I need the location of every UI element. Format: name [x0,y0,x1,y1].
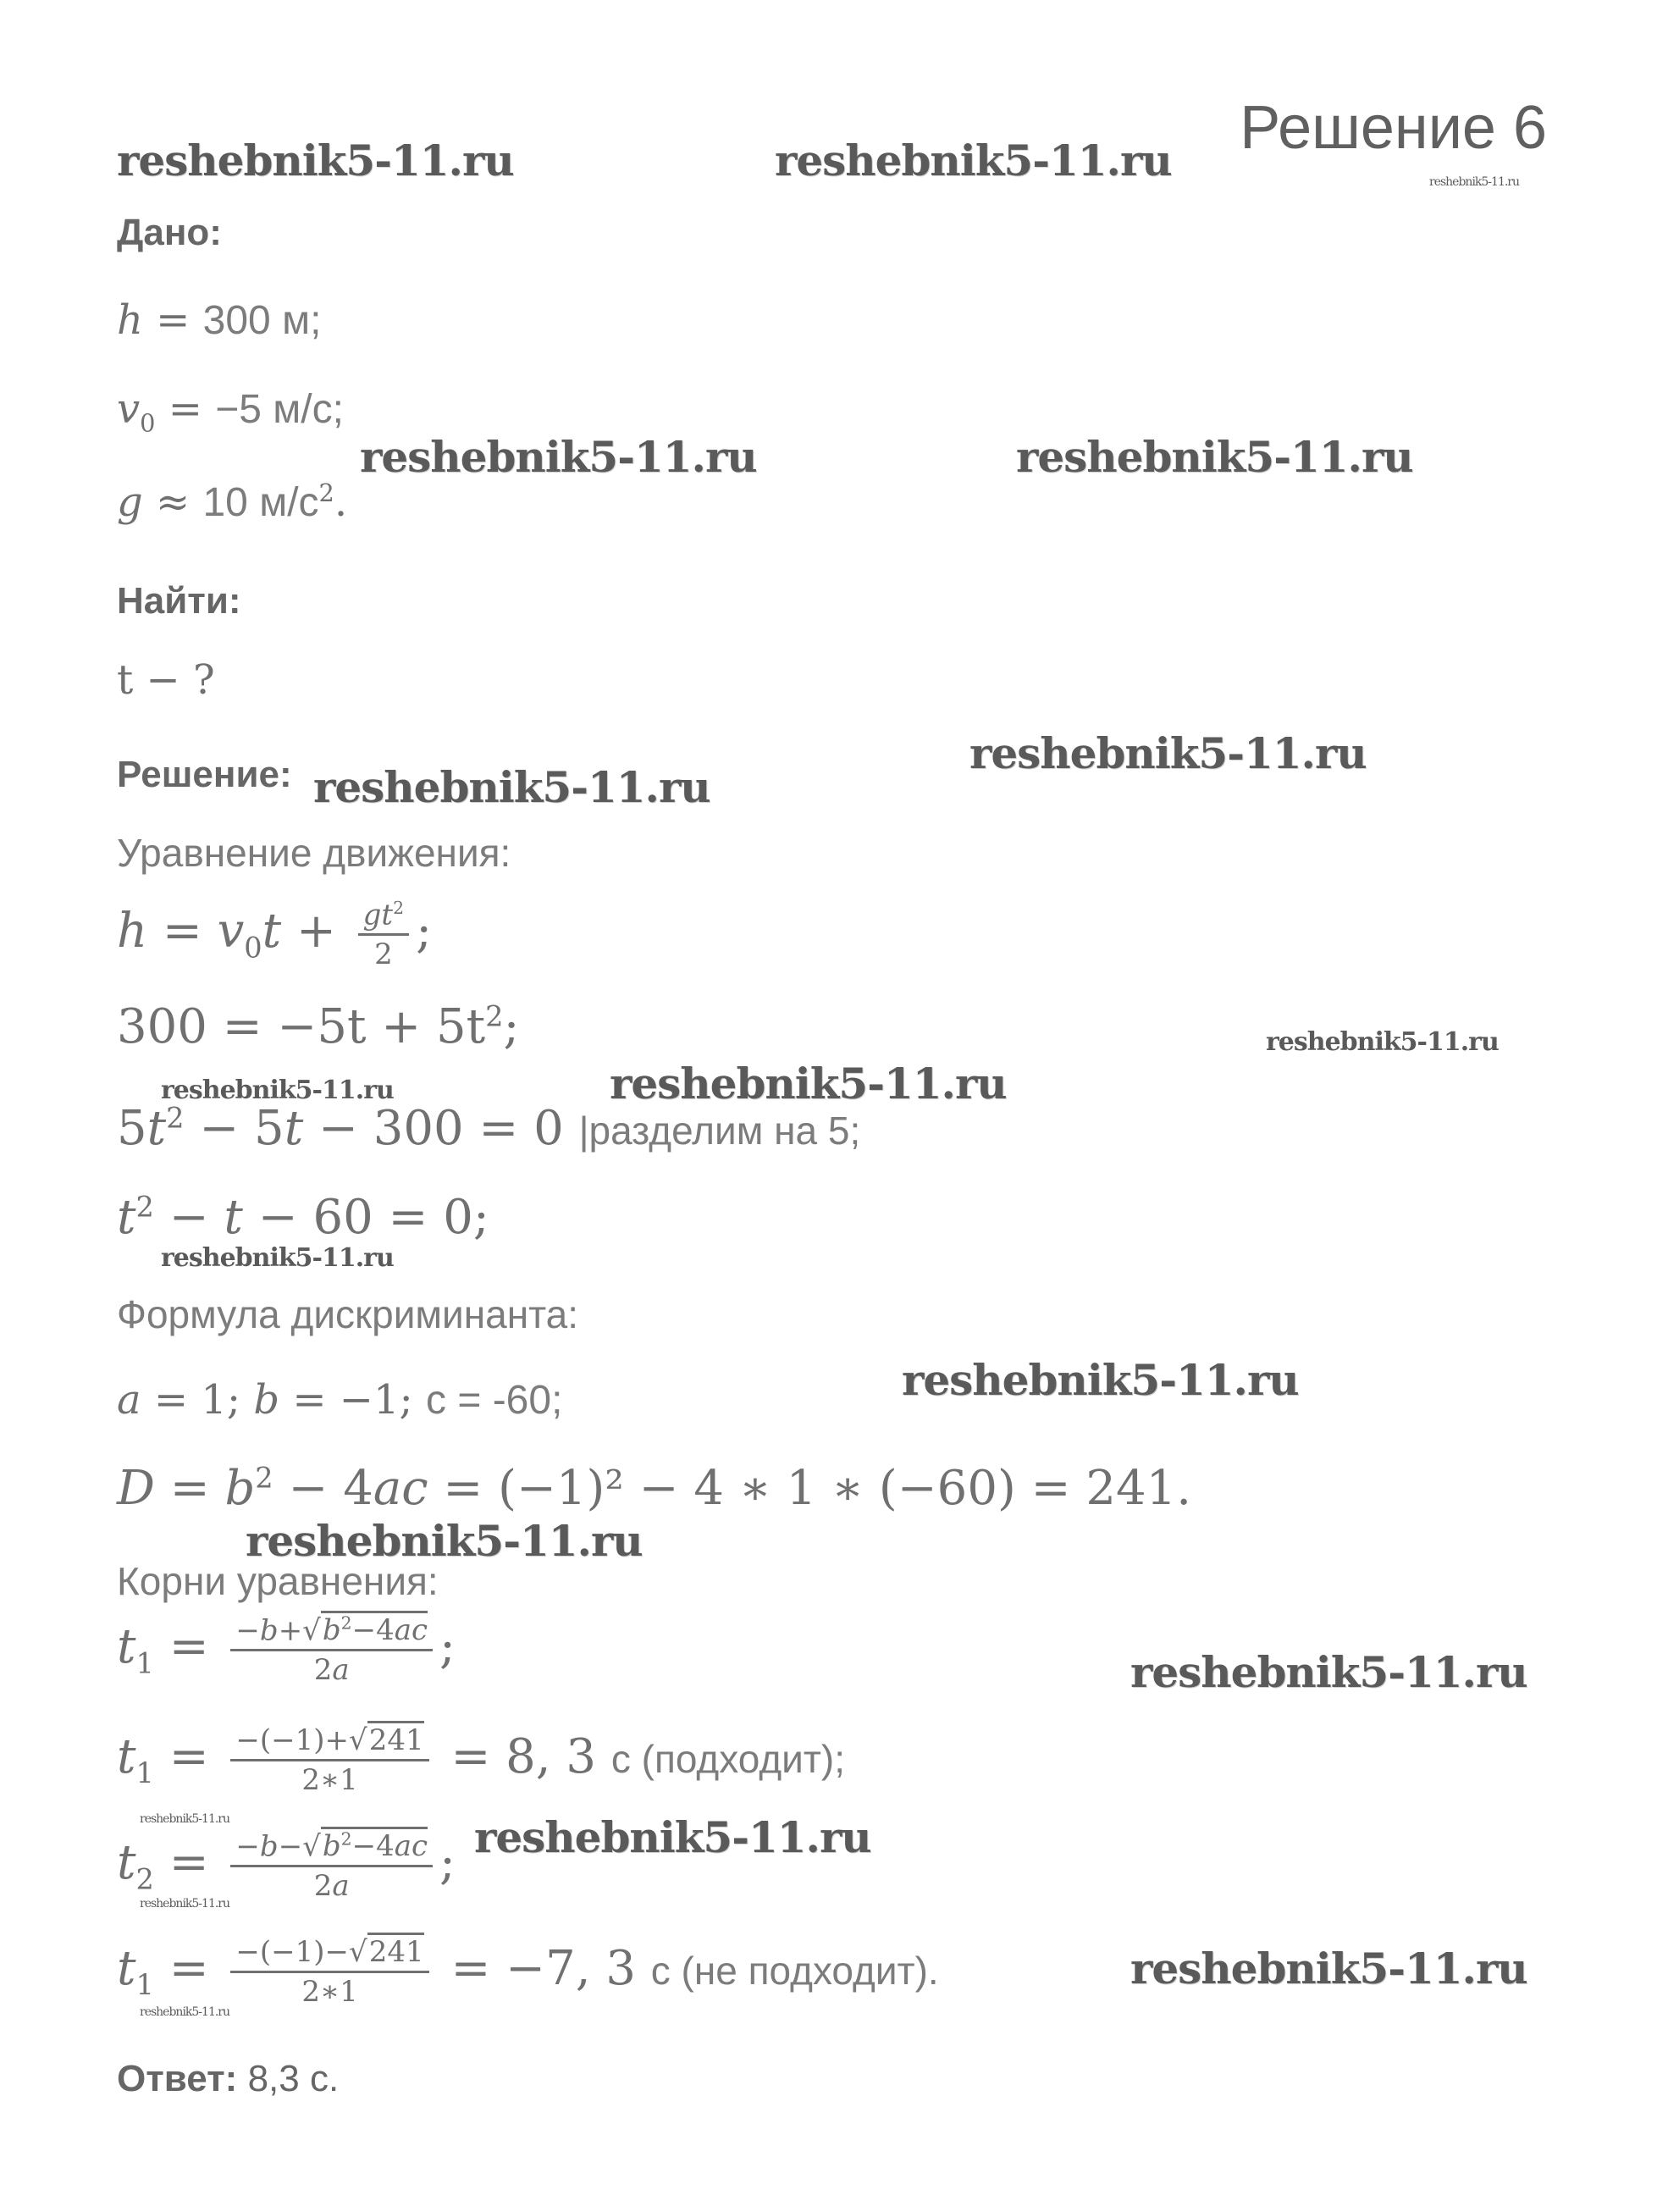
root-1-formula: $t_1$ = $\frac{-b+√b^2-4ac}{2a}$ ; [117,1613,456,1687]
watermark: reshebnik5-11.ru [1016,432,1413,482]
find-header: Найти: [117,580,241,622]
watermark: reshebnik5-11.ru [1266,1027,1499,1057]
root-2-formula-fraction: $\frac{-b-√b^2-4ac}{2a}$ [230,1829,433,1903]
watermark: reshebnik5-11.ru [474,1812,871,1862]
watermark: reshebnik5-11.ru [902,1355,1299,1405]
watermark: reshebnik5-11.ru [313,762,710,812]
motion-equation: $h = v_0t$ + $\frac{gt^2}{2}$ ; [117,898,432,972]
given-height: h = 300 м; [117,296,322,344]
gravity-end: . [334,478,348,526]
root-2-result: = −7, 3 [450,1941,636,1996]
given-initial-velocity: $v_0 = -5$ м/с; [117,385,344,438]
coefficients: a = 1; b = −1; с = -60; [117,1376,563,1424]
watermark: reshebnik5-11.ru [1429,175,1520,189]
answer-value: 8,3 с. [247,2058,340,2099]
watermark: reshebnik5-11.ru [161,1076,394,1105]
page-title: Решение 6 [1240,94,1547,162]
root-1-note: с (подходит); [610,1737,846,1781]
watermark: reshebnik5-11.ru [360,432,757,482]
reduced-equation: $t^2 - t - 60 = 0$; [117,1190,489,1245]
given-header: Дано: [117,212,222,253]
answer-line [117,2058,339,2100]
solution-header: Решение: [117,754,292,795]
coefficient-c: с = -60; [425,1378,563,1423]
discriminant-value: (−1)² − 4 ∗ 1 ∗ (−60) = 241. [498,1461,1191,1516]
motion-equation-fraction: $\frac{gt^2}{2}$ [358,898,409,971]
given-gravity: g ≈ 10 $м/c^2$. [117,478,348,526]
reduced-equation-var: t [117,1190,136,1245]
velocity-value: −5 м/с; [215,387,344,432]
answer-label: Ответ: [117,2058,238,2099]
equation-substituted: $300 = -5t + 5t^2$; [117,999,520,1054]
watermark: reshebnik5-11.ru [1130,1944,1527,1994]
watermark: reshebnik5-11.ru [140,1897,230,1911]
watermark: reshebnik5-11.ru [775,135,1172,185]
root-2-formula: $t_2$ = $\frac{-b-√b^2-4ac}{2a}$ ; [117,1829,456,1903]
root-2-note: с (не подходит). [650,1949,939,1993]
height-value: 300 м; [202,298,322,343]
root-1-result: = 8, 3 [450,1729,597,1784]
motion-equation-label: Уравнение движения: [117,831,511,875]
equation-substituted-text: 300 = −5t + 5t [117,999,486,1054]
watermark: reshebnik5-11.ru [140,1812,230,1826]
root-2-value: $t_1$ = $\frac{-(-1)-√241}{2∗1}$ = −7, 3 с (не подходит). [117,1935,939,2009]
gravity-exponent: 2 [318,478,334,507]
watermark: reshebnik5-11.ru [117,135,514,185]
find-unknown: t − ? [117,656,215,704]
discriminant-label: Формула дискриминанта: [117,1292,579,1336]
watermark: reshebnik5-11.ru [246,1516,643,1566]
watermark: reshebnik5-11.ru [1130,1647,1527,1697]
divide-note: |разделим на 5; [578,1109,861,1153]
root-2-value-fraction: $\frac{-(-1)-√241}{2∗1}$ [230,1935,428,2009]
gravity-value: 10 м/c [202,480,319,525]
quadratic-equation: $5t^2 - 5t - 300 = 0$ |разделим на 5; [117,1101,861,1156]
watermark: reshebnik5-11.ru [161,1243,394,1273]
watermark: reshebnik5-11.ru [140,2005,230,2019]
watermark: reshebnik5-11.ru [610,1059,1007,1109]
root-1-formula-fraction: $\frac{-b+√b^2-4ac}{2a}$ [230,1613,433,1687]
roots-label: Корни уравнения: [117,1559,439,1603]
discriminant-equation: $D = b^2 - 4ac = (-1)^2 - 4$ ∗ 1 ∗ (−60) = 241. [117,1461,1191,1516]
watermark: reshebnik5-11.ru [969,728,1367,778]
root-1-value-fraction: $\frac{-(-1)+√241}{2∗1}$ [230,1723,428,1797]
root-1-value: $t_1$ = $\frac{-(-1)+√241}{2∗1}$ = 8, 3 с (подходит); [117,1723,845,1797]
